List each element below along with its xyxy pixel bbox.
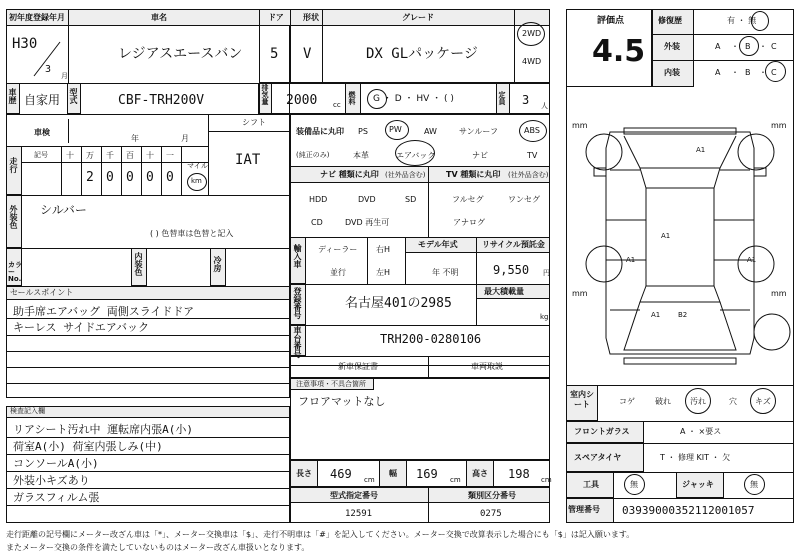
model-year-value: 年 不明 <box>432 268 459 277</box>
jack-label: ジャッキ <box>682 480 714 489</box>
shape-value: V <box>303 46 312 62</box>
digit-header: 万 <box>86 151 94 160</box>
tools-label: 工具 <box>583 480 599 489</box>
disp-unit: cc <box>333 101 341 109</box>
navi-dvd-play: DVD 再生可 <box>345 218 390 227</box>
disp-value: 2000 <box>286 93 318 108</box>
use-label: 車歴 <box>8 88 17 104</box>
warranty-label: 新車保証書 <box>338 362 378 371</box>
color-value: シルバー <box>40 203 87 217</box>
int-a: A <box>715 68 721 77</box>
carname-header: 車名 <box>151 13 167 22</box>
month-unit: 月 <box>61 72 68 80</box>
equip-leather: 本革 <box>353 151 369 160</box>
parallel: 並行 <box>330 268 346 277</box>
door-value: 5 <box>270 46 279 62</box>
damage-mark: A1 <box>696 146 706 154</box>
shape-header: 形状 <box>303 13 319 22</box>
seat-ana: 穴 <box>729 397 737 406</box>
mileage-digit: 0 <box>126 170 134 185</box>
footer-line: 走行距離の記号欄にメーター改ざん車は「*」、メーター交換車は「$」、走行不明車は「#」を記入してください。メーター交換で改算表示した場合にも「$」は記入願います。 <box>6 530 635 539</box>
tv-note: (社外品含む) <box>508 171 549 179</box>
maxload-unit: kg <box>540 313 549 321</box>
spare-options: T ・ 修理 KIT ・ 欠 <box>660 453 731 462</box>
damage-mark: A1 <box>661 232 671 240</box>
tv-header: TV 種類に丸印 <box>446 170 501 179</box>
manual-label: 車両取説 <box>471 362 503 371</box>
color-label: 外装色 <box>9 205 18 229</box>
carname-value: レジアスエースバン <box>118 46 243 62</box>
damage-mark: A1 <box>651 311 661 319</box>
mileage-digit: 2 <box>86 170 94 185</box>
grade-header: グレード <box>402 13 434 22</box>
mileage-digit: 0 <box>146 170 154 185</box>
ext-dot: ・ <box>731 42 739 51</box>
class-value: 0275 <box>480 509 502 519</box>
fuel-label: 燃料 <box>348 91 356 105</box>
equip-navi: ナビ <box>472 151 488 160</box>
seat-yogore: 汚れ <box>690 397 706 406</box>
score-value: 4.5 <box>592 34 646 69</box>
tv-fullseg: フルセグ <box>452 195 484 204</box>
inspection-year: 年 <box>131 134 139 143</box>
left-h: 左H <box>376 268 391 277</box>
digit-header: 一 <box>166 151 174 160</box>
repair-nashi-circle <box>751 11 769 31</box>
car-diagram <box>566 110 794 375</box>
colorno-label: カラーNo. <box>8 261 22 283</box>
dim-unit: cm <box>364 476 375 484</box>
hgt-label: 高さ <box>472 469 488 478</box>
ext-label: 外装 <box>664 42 680 51</box>
color-note: ( ) 色替車は色替と記入 <box>150 229 234 238</box>
seat-yabure: 破れ <box>655 397 671 406</box>
dealer: ディーラー <box>318 245 358 254</box>
inspect-line: リアシート汚れ中 運転席内張A(小) <box>13 423 194 436</box>
mile-label: マイル <box>187 162 208 170</box>
reg-value: 名古屋401の2985 <box>345 296 452 311</box>
seat-label: 室内シート <box>570 390 594 410</box>
digit-header: 千 <box>106 151 114 160</box>
inspect-line: 外装小キズあり <box>13 474 90 487</box>
year-header: 初年度登録年月 <box>9 13 65 22</box>
seat-koge: コゲ <box>619 397 635 406</box>
tools-value: 無 <box>630 480 638 489</box>
type-value: 12591 <box>345 509 373 519</box>
int-c: C <box>771 68 777 77</box>
month-value: 3 <box>45 64 52 75</box>
int-dot: ・ <box>759 68 767 77</box>
navi-sd: SD <box>405 195 417 204</box>
ext-a: A <box>715 42 721 51</box>
right-h: 右H <box>376 245 391 254</box>
navi-hdd: HDD <box>309 195 328 204</box>
class-header: 類別区分番号 <box>468 491 516 500</box>
recycle-header: リサイクル預託金 <box>482 240 545 249</box>
inspection-month: 月 <box>181 134 189 143</box>
km-label: km <box>191 177 202 185</box>
damage-mark: A1 <box>626 256 636 264</box>
aircon-label: 冷房 <box>213 256 222 272</box>
shift-label: シフト <box>242 118 266 127</box>
notes-header: 注意事項・不具合箇所 <box>296 380 366 388</box>
type-header: 型式指定番号 <box>330 491 378 500</box>
inspect-line: 荷室A(小) 荷室内張しみ(中) <box>13 440 163 453</box>
mileage-digit: 0 <box>106 170 114 185</box>
wid-value: 169 <box>416 467 438 481</box>
use-value: 自家用 <box>24 93 61 107</box>
ext-dot: ・ <box>759 42 767 51</box>
interior-label: 内装色 <box>134 252 143 276</box>
chassis-value: TRH200-0280106 <box>380 332 482 346</box>
import-label: 輸入車 <box>293 244 302 268</box>
cap-label: 定員 <box>498 91 506 105</box>
equip-tv: TV <box>527 151 538 160</box>
mileage-note: 記号 <box>34 151 48 159</box>
score-label: 評価点 <box>597 16 625 26</box>
inspection-label: 車検 <box>34 128 50 137</box>
mm-mark: mm <box>572 289 588 298</box>
model-year-header: モデル年式 <box>418 240 458 249</box>
len-value: 469 <box>330 467 352 481</box>
maxload-header: 最大積載量 <box>484 287 524 296</box>
mileage-label: 走行 <box>9 157 18 173</box>
seat-kizu: キズ <box>755 397 771 406</box>
damage-mark: B2 <box>678 311 688 319</box>
fuel-options: G ・ D ・ HV ・ ( ) <box>373 94 454 104</box>
recycle-unit: 円 <box>543 269 550 277</box>
recycle-value: 9,550 <box>493 263 530 277</box>
equip-ps: PS <box>358 127 368 136</box>
hgt-value: 198 <box>508 467 530 481</box>
navi-cd: CD <box>311 218 323 227</box>
shift-value: IAT <box>235 152 261 168</box>
mgmt-value: 03939000352112001057 <box>622 504 755 517</box>
equip-note: (純正のみ) <box>296 151 330 159</box>
repair-label: 修復歴 <box>658 16 682 25</box>
reg-label: 登録番号 <box>293 287 302 319</box>
mm-mark: mm <box>771 121 787 130</box>
digit-header: 十 <box>66 151 74 160</box>
door-header: ドア <box>268 13 284 22</box>
navi-header: ナビ 種類に丸印 <box>320 170 379 179</box>
inspect-line: ガラスフィルム張 <box>13 491 100 504</box>
spare-label: スペアタイヤ <box>574 453 622 462</box>
tv-analog: アナログ <box>453 218 485 227</box>
navi-note: (社外品含む) <box>385 171 426 179</box>
ext-b: B <box>745 42 751 51</box>
tv-oneseg: ワンセグ <box>508 195 540 204</box>
cap-unit: 人 <box>541 102 548 110</box>
equip-airbag: エアバック <box>396 151 436 160</box>
dim-unit: cm <box>541 476 552 484</box>
digit-header: 百 <box>126 151 134 160</box>
model-value: CBF-TRH200V <box>118 93 205 108</box>
wid-label: 幅 <box>389 469 397 478</box>
sales-line: 助手席エアバッグ 両側スライドドア <box>13 305 195 318</box>
notes-value: フロアマットなし <box>298 395 386 408</box>
drive-2wd: 2WD <box>522 29 542 38</box>
equip-header: 装備品に丸印 <box>296 127 344 136</box>
inspect-header: 検査記入欄 <box>10 407 45 415</box>
equip-pw: PW <box>389 125 402 134</box>
glass-options: A ・ ×要ス <box>680 427 722 436</box>
drive-4wd: 4WD <box>522 57 542 66</box>
equip-abs: ABS <box>524 126 540 135</box>
navi-dvd: DVD <box>358 195 376 204</box>
equip-aw: AW <box>424 127 437 136</box>
repair-options: 有 ・ 無 <box>727 16 757 25</box>
mm-mark: mm <box>771 289 787 298</box>
len-label: 長さ <box>296 469 312 478</box>
grade-value: DX GLパッケージ <box>366 46 478 62</box>
digit-header: 十 <box>146 151 154 160</box>
jack-value: 無 <box>750 480 758 489</box>
year-value: H30 <box>12 36 38 52</box>
model-label: 型式 <box>69 88 78 104</box>
dim-unit: cm <box>450 476 461 484</box>
int-b: B <box>745 68 751 77</box>
sales-line: キーレス サイドエアバック <box>13 321 149 334</box>
footer-line: またメーター交換の条件を満たしていないものはメーター改ざん車扱いとなります。 <box>6 543 310 552</box>
mileage-digit: 0 <box>166 170 174 185</box>
int-dot: ・ <box>731 68 739 77</box>
mm-mark: mm <box>572 121 588 130</box>
damage-mark: A1 <box>747 256 757 264</box>
ext-c: C <box>771 42 777 51</box>
chassis-label: 車台番号 <box>293 326 302 358</box>
sales-header: セールスポイント <box>10 288 74 297</box>
disp-label: 排気量 <box>261 84 269 105</box>
equip-sunroof: サンルーフ <box>459 127 498 136</box>
glass-label: フロントガラス <box>574 427 630 436</box>
cap-value: 3 <box>522 93 530 107</box>
int-label: 内装 <box>664 68 680 77</box>
inspect-line: コンソールA(小) <box>13 457 99 470</box>
mgmt-label: 管理番号 <box>568 505 600 514</box>
